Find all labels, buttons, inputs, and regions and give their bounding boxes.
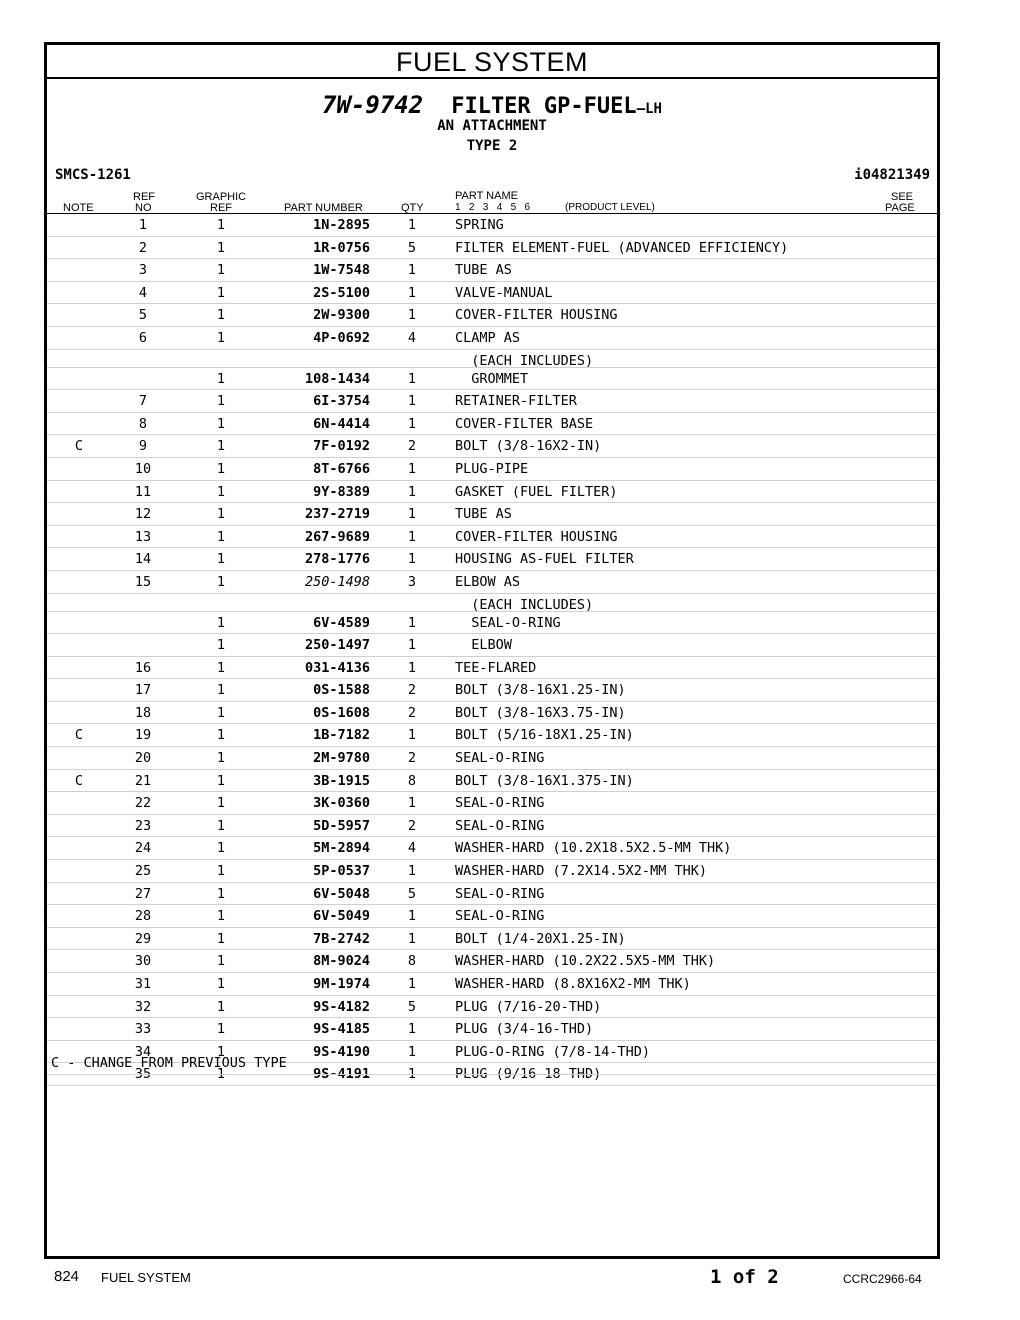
ref-no-cell: 9	[138, 438, 148, 455]
table-row	[47, 435, 937, 458]
ref-no-cell: 31	[134, 976, 152, 992]
graphic-ref-cell: 1	[216, 614, 226, 631]
qty-cell: 1	[407, 727, 417, 744]
ref-no-cell: 3	[138, 262, 148, 279]
part-name-cell: TUBE AS	[455, 506, 512, 523]
part-number-cell: 250-1498	[304, 573, 370, 590]
part-name-cell: PLUG-O-RING (7/8-14-THD)	[455, 1043, 651, 1060]
part-name-cell: TEE-FLARED	[455, 659, 537, 676]
qty-cell: 2	[407, 750, 417, 767]
graphic-ref-cell: 1	[216, 930, 226, 947]
ref-no-cell: 33	[134, 1021, 152, 1038]
col-ref-header-top: REF	[133, 191, 155, 203]
qty-cell: 2	[407, 682, 417, 699]
qty-cell: 1	[407, 460, 417, 477]
part-name-cell: BOLT (5/16-18X1.25-IN)	[455, 727, 634, 744]
table-row	[47, 724, 937, 747]
part-name-cell: PLUG-PIPE	[455, 460, 529, 477]
qty-cell: 1	[407, 393, 417, 410]
ref-no-cell: 7	[138, 393, 148, 410]
part-number-cell: 5P-0537	[313, 863, 370, 880]
part-name-cell: VALVE-MANUAL	[455, 284, 553, 301]
table-row	[47, 481, 937, 504]
qty-cell: 1	[407, 1066, 417, 1083]
part-number-cell: 9S-4185	[313, 1021, 370, 1038]
part-name-cell: (EACH INCLUDES)	[455, 596, 594, 613]
col-graphic-header-bottom: REF	[210, 202, 232, 214]
part-name-cell: SEAL-O-RING	[455, 614, 561, 631]
part-number-cell: 9S-4190	[313, 1043, 370, 1060]
part-number-cell: 9S-4182	[313, 998, 370, 1015]
qty-cell: 8	[407, 772, 417, 789]
part-name-cell: RETAINER-FILTER	[455, 393, 577, 410]
ref-no-cell: 1	[138, 217, 148, 233]
part-number-cell: 0S-1608	[313, 704, 370, 721]
part-number-cell: 0S-1588	[313, 682, 370, 699]
part-number-cell: 278-1776	[304, 551, 370, 568]
qty-cell: 1	[407, 506, 417, 523]
qty-cell: 1	[407, 370, 417, 387]
table-row	[47, 657, 937, 680]
ref-no-cell: 23	[134, 817, 152, 834]
graphic-ref-cell: 1	[216, 438, 226, 455]
footer-code: CCRC2966-64	[843, 1272, 922, 1286]
part-number-cell: 3K-0360	[313, 795, 370, 812]
table-row	[47, 815, 937, 838]
part-name-cell: WASHER-HARD (10.2X22.5X5-MM THK)	[455, 953, 716, 970]
ref-no-cell: 35	[134, 1066, 152, 1083]
ref-no-cell: 22	[134, 795, 152, 812]
table-row	[47, 837, 937, 860]
table-row	[47, 634, 937, 657]
ref-no-cell: 12	[134, 506, 152, 523]
ref-no-cell: 25	[134, 863, 152, 880]
footnote-divider	[47, 1074, 937, 1075]
graphic-ref-cell: 1	[216, 528, 226, 545]
graphic-ref-cell: 1	[216, 573, 226, 590]
table-row	[47, 860, 937, 883]
footnote: C - CHANGE FROM PREVIOUS TYPE	[51, 1055, 287, 1071]
col-see-header-bottom: PAGE	[885, 202, 915, 214]
ref-no-cell: 5	[138, 307, 148, 324]
ref-no-cell: 8	[138, 415, 148, 432]
graphic-ref-cell: 1	[216, 1043, 226, 1060]
col-see-header-top: SEE	[891, 191, 914, 203]
qty-cell: 1	[407, 551, 417, 568]
part-name-cell: PLUG (9/16-18-THD)	[455, 1066, 602, 1083]
qty-cell: 8	[407, 953, 417, 970]
table-row	[47, 526, 937, 549]
graphic-ref-cell: 1	[216, 217, 226, 233]
ref-no-cell: 28	[134, 908, 152, 925]
part-name-cell: GASKET (FUEL FILTER)	[455, 483, 618, 500]
table-row	[47, 747, 937, 770]
part-name-cell: ELBOW	[455, 637, 512, 654]
note-cell: C	[74, 438, 84, 455]
smcs-code: SMCS-1261	[55, 167, 131, 183]
graphic-ref-cell: 1	[216, 908, 226, 925]
graphic-ref-cell: 1	[216, 1021, 226, 1038]
graphic-ref-cell: 1	[216, 370, 226, 387]
part-number-cell: 8M-9024	[313, 953, 370, 970]
ref-no-cell: 17	[134, 682, 152, 699]
ref-no-cell: 6	[138, 329, 148, 346]
part-name-cell: (EACH INCLUDES)	[455, 352, 594, 369]
graphic-ref-cell: 1	[216, 976, 226, 992]
graphic-ref-cell: 1	[216, 795, 226, 812]
graphic-ref-cell: 1	[216, 817, 226, 834]
qty-cell: 5	[407, 998, 417, 1015]
graphic-ref-cell: 1	[216, 998, 226, 1015]
qty-cell: 1	[407, 483, 417, 500]
qty-cell: 5	[407, 239, 417, 256]
part-number-cell: 1B-7182	[313, 727, 370, 744]
ref-no-cell: 21	[134, 772, 152, 789]
part-name-cell: BOLT (3/8-16X1.375-IN)	[455, 772, 634, 789]
part-number-cell: 4P-0692	[313, 329, 370, 346]
graphic-ref-cell: 1	[216, 239, 226, 256]
graphic-ref-cell: 1	[216, 659, 226, 676]
graphic-ref-cell: 1	[216, 863, 226, 880]
graphic-ref-cell: 1	[216, 704, 226, 721]
qty-cell: 1	[407, 614, 417, 631]
qty-cell: 1	[407, 284, 417, 301]
part-number-cell: 2M-9780	[313, 750, 370, 767]
group-name: FILTER GP-FUEL	[451, 94, 637, 119]
qty-cell: 2	[407, 817, 417, 834]
note-cell: C	[74, 772, 84, 789]
table-row	[47, 996, 937, 1019]
ref-no-cell: 32	[134, 998, 152, 1015]
table-row	[47, 390, 937, 413]
graphic-ref-cell: 1	[216, 682, 226, 699]
part-number-cell: 7F-0192	[313, 438, 370, 455]
part-number-cell: 6N-4414	[313, 415, 370, 432]
graphic-ref-cell: 1	[216, 483, 226, 500]
note-cell: C	[74, 727, 84, 744]
col-ref-header-bottom: NO	[135, 202, 152, 214]
graphic-ref-cell: 1	[216, 772, 226, 789]
graphic-ref-cell: 1	[216, 750, 226, 767]
col-qty-header: QTY	[401, 202, 424, 214]
ref-no-cell: 34	[134, 1043, 152, 1060]
table-row	[47, 413, 937, 436]
table-row	[47, 950, 937, 973]
part-number-cell: 9M-1974	[313, 976, 370, 992]
qty-cell: 3	[407, 573, 417, 590]
table-row	[47, 368, 937, 391]
qty-cell: 1	[407, 637, 417, 654]
ref-no-cell: 15	[134, 573, 152, 590]
ref-no-cell: 24	[134, 840, 152, 857]
part-name-cell: CLAMP AS	[455, 329, 521, 346]
qty-cell: 1	[407, 908, 417, 925]
part-name-cell: SEAL-O-RING	[455, 885, 545, 902]
part-name-cell: COVER-FILTER HOUSING	[455, 307, 618, 324]
part-name-cell: COVER-FILTER HOUSING	[455, 528, 618, 545]
ref-no-cell: 27	[134, 885, 152, 902]
table-row	[47, 792, 937, 815]
part-number-cell: 7B-2742	[313, 930, 370, 947]
part-name-cell: WASHER-HARD (8.8X16X2-MM THK)	[455, 976, 691, 992]
part-number-cell: 3B-1915	[313, 772, 370, 789]
footer-page-number: 824	[54, 1268, 80, 1285]
table-row	[47, 905, 937, 928]
ref-no-cell: 11	[134, 483, 152, 500]
part-name-cell: HOUSING AS-FUEL FILTER	[455, 551, 634, 568]
part-number-cell: 108-1434	[304, 370, 370, 387]
graphic-ref-cell: 1	[216, 506, 226, 523]
part-number-cell: 267-9689	[304, 528, 370, 545]
graphic-ref-cell: 1	[216, 262, 226, 279]
ref-no-cell: 29	[134, 930, 152, 947]
qty-cell: 1	[407, 1043, 417, 1060]
part-name-cell: BOLT (3/8-16X2-IN)	[455, 438, 602, 455]
table-row	[47, 350, 937, 368]
graphic-ref-cell: 1	[216, 1066, 226, 1083]
table-row	[47, 259, 937, 282]
graphic-ref-cell: 1	[216, 415, 226, 432]
part-name-cell: TUBE AS	[455, 262, 512, 279]
table-row	[47, 612, 937, 635]
part-number-cell: 8T-6766	[313, 460, 370, 477]
col-product-level-header: (PRODUCT LEVEL)	[565, 202, 655, 213]
table-row	[47, 679, 937, 702]
qty-cell: 1	[407, 528, 417, 545]
group-subtitle-2: TYPE 2	[466, 138, 518, 154]
part-name-cell: BOLT (3/8-16X3.75-IN)	[455, 704, 626, 721]
table-row	[47, 973, 937, 996]
col-levels-header: 1 2 3 4 5 6	[455, 202, 531, 213]
qty-cell: 5	[407, 885, 417, 902]
qty-cell: 1	[407, 976, 417, 992]
part-name-cell: SPRING	[455, 217, 504, 233]
graphic-ref-cell: 1	[216, 551, 226, 568]
part-name-cell: BOLT (1/4-20X1.25-IN)	[455, 930, 626, 947]
part-name-cell: SEAL-O-RING	[455, 750, 545, 767]
table-row	[47, 770, 937, 793]
part-name-cell: SEAL-O-RING	[455, 795, 545, 812]
group-subtitle-1: AN ATTACHMENT	[437, 118, 547, 134]
ref-no-cell: 30	[134, 953, 152, 970]
part-number-cell: 2W-9300	[313, 307, 370, 324]
part-name-cell: WASHER-HARD (10.2X18.5X2.5-MM THK)	[455, 840, 732, 857]
part-name-cell: SEAL-O-RING	[455, 817, 545, 834]
part-number-cell: 9S-4191	[313, 1066, 370, 1083]
part-name-cell: ELBOW AS	[455, 573, 521, 590]
table-row	[47, 282, 937, 305]
col-graphic-header-top: GRAPHIC	[196, 191, 247, 203]
group-heading	[47, 91, 937, 119]
graphic-ref-cell: 1	[216, 885, 226, 902]
part-number-cell: 237-2719	[304, 506, 370, 523]
table-row	[47, 883, 937, 906]
table-row	[47, 503, 937, 526]
table-row	[47, 237, 937, 260]
qty-cell: 1	[407, 659, 417, 676]
ref-no-cell: 2	[138, 239, 148, 256]
col-part-name-header: PART NAME	[455, 190, 518, 202]
part-name-cell: FILTER ELEMENT-FUEL (ADVANCED EFFICIENCY)	[455, 239, 789, 256]
part-name-cell: GROMMET	[455, 370, 529, 387]
part-name-cell: WASHER-HARD (7.2X14.5X2-MM THK)	[455, 863, 707, 880]
section-title: FUEL SYSTEM	[47, 45, 937, 79]
table-row	[47, 1018, 937, 1041]
part-number-cell: 6V-4589	[313, 614, 370, 631]
graphic-ref-cell: 1	[216, 953, 226, 970]
qty-cell: 1	[407, 1021, 417, 1038]
ref-no-cell: 13	[134, 528, 152, 545]
qty-cell: 1	[407, 307, 417, 324]
qty-cell: 1	[407, 795, 417, 812]
part-number-cell: 6I-3754	[313, 393, 370, 410]
part-number-cell: 2S-5100	[313, 284, 370, 301]
qty-cell: 1	[407, 863, 417, 880]
graphic-ref-cell: 1	[216, 840, 226, 857]
ref-no-cell: 19	[134, 727, 152, 744]
table-row	[47, 571, 937, 594]
qty-cell: 1	[407, 217, 417, 233]
qty-cell: 2	[407, 438, 417, 455]
part-number-cell: 6V-5048	[313, 885, 370, 902]
qty-cell: 1	[407, 262, 417, 279]
qty-cell: 1	[407, 930, 417, 947]
table-row	[47, 327, 937, 350]
ref-no-cell: 16	[134, 659, 152, 676]
parts-table	[47, 214, 937, 1086]
ref-no-cell: 4	[138, 284, 148, 301]
group-suffix: —LH	[636, 101, 662, 117]
graphic-ref-cell: 1	[216, 393, 226, 410]
ref-no-cell: 14	[134, 551, 152, 568]
graphic-ref-cell: 1	[216, 460, 226, 477]
graphic-ref-cell: 1	[216, 637, 226, 654]
part-number-cell: 5M-2894	[313, 840, 370, 857]
part-number-cell: 6V-5049	[313, 908, 370, 925]
qty-cell: 4	[407, 329, 417, 346]
page-frame	[44, 42, 940, 1259]
part-number-cell: 250-1497	[304, 637, 370, 654]
graphic-ref-cell: 1	[216, 284, 226, 301]
qty-cell: 4	[407, 840, 417, 857]
table-row	[47, 214, 937, 237]
part-number-cell: 1R-0756	[313, 239, 370, 256]
illustration-id: i04821349	[854, 167, 930, 183]
part-name-cell: PLUG (7/16-20-THD)	[455, 998, 602, 1015]
table-row	[47, 594, 937, 612]
part-number-cell: 031-4136	[304, 659, 370, 676]
part-number-cell: 5D-5957	[313, 817, 370, 834]
part-number-cell: 1W-7548	[313, 262, 370, 279]
col-part-number-header: PART NUMBER	[284, 202, 363, 214]
table-row	[47, 548, 937, 571]
footer-page-of: 1 of 2	[710, 1266, 779, 1288]
ref-no-cell: 20	[134, 750, 152, 767]
part-name-cell: BOLT (3/8-16X1.25-IN)	[455, 682, 626, 699]
table-row	[47, 928, 937, 951]
part-number-cell: 1N-2895	[313, 217, 370, 233]
ref-no-cell: 18	[134, 704, 152, 721]
table-row	[47, 304, 937, 327]
graphic-ref-cell: 1	[216, 307, 226, 324]
group-part-number: 7W-9742	[322, 91, 424, 119]
part-number-cell: 9Y-8389	[313, 483, 370, 500]
ref-no-cell: 10	[134, 460, 152, 477]
table-row	[47, 458, 937, 481]
footer-section: FUEL SYSTEM	[101, 1270, 191, 1285]
part-name-cell: PLUG (3/4-16-THD)	[455, 1021, 594, 1038]
qty-cell: 2	[407, 704, 417, 721]
qty-cell: 1	[407, 415, 417, 432]
table-row	[47, 702, 937, 725]
graphic-ref-cell: 1	[216, 329, 226, 346]
col-note-header: NOTE	[63, 202, 94, 214]
part-name-cell: SEAL-O-RING	[455, 908, 545, 925]
part-name-cell: COVER-FILTER BASE	[455, 415, 594, 432]
graphic-ref-cell: 1	[216, 727, 226, 744]
